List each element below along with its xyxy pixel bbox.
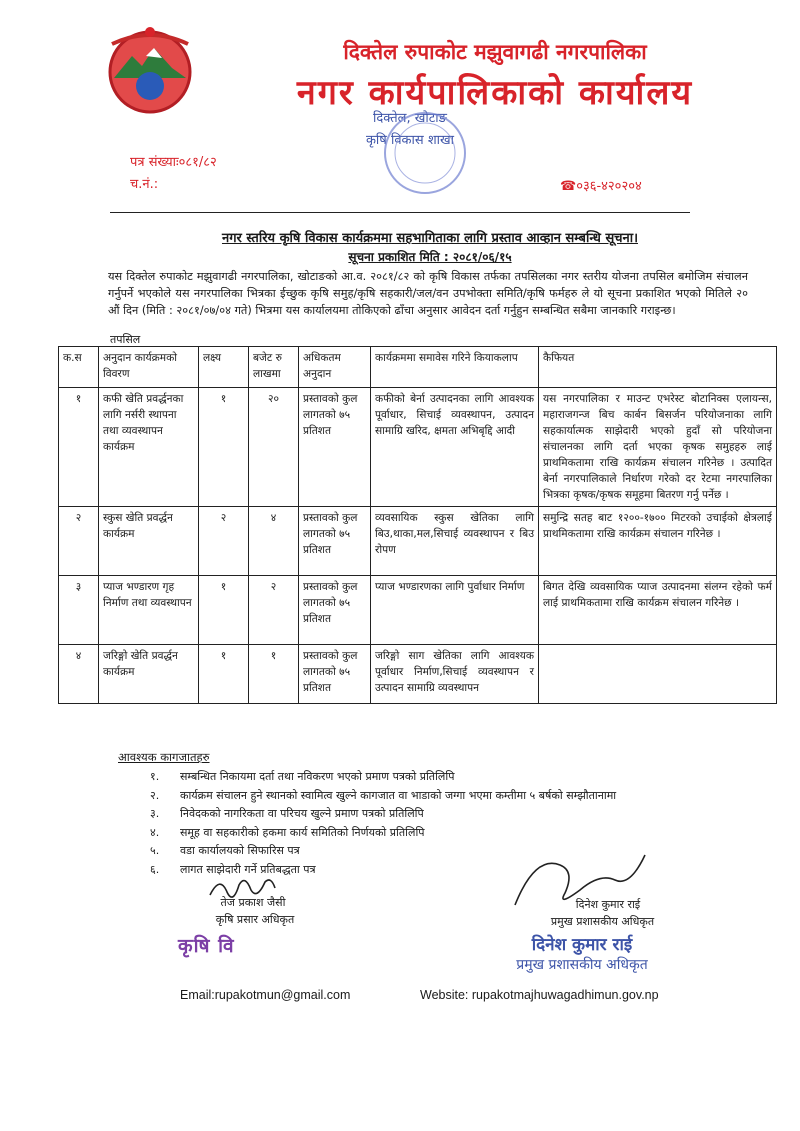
footer-email: Email:rupakotmun@gmail.com [180,988,351,1002]
list-item-text: कार्यक्रम संचालन हुने स्थानको स्वामित्व खुल्ने कागजात वा भाडाको जग्गा भएमा कम्तीमा ५ बर्षको सम्झौतानामा [180,788,617,802]
list-item-number: ५. [150,844,160,857]
cell-max-grant: प्रस्तावको कुल लागतको ७५ प्रतिशत [299,507,371,576]
col-header-sn: क.स [59,347,99,388]
cell-program: जरिङ्गो खेति प्रवर्द्धन कार्यक्रम [99,645,199,704]
cell-target: १ [199,576,249,645]
cell-sn: २ [59,507,99,576]
signatory-title-left: कृषि प्रसार अधिकृत [215,913,295,926]
office-seal-stamp [380,108,470,198]
list-item-text: सम्बन्धित निकायमा दर्ता तथा नविकरण भएको प्रमाण पत्रको प्रतिलिपि [180,770,455,783]
cell-sn: ३ [59,576,99,645]
nepal-emblem-logo [100,20,200,120]
list-item-number: १. [150,770,160,783]
dispatch-number: च.नं.: [130,177,159,192]
cell-activities: प्याज भण्डारणका लागि पुर्वाधार निर्माण [371,576,539,645]
stamp-right-name: दिनेश कुमार राई [531,935,633,955]
notice-intro: यस दिक्तेल रुपाकोट मझुवागढी नगरपालिका, खोटाङको आ.व. २०८१/८२ को कृषि विकास तर्फका तपसिलका नगर स्तरीय योजना तपसिल बमोजिम संचालन गर्नुपर्ने भएकोले यस नगरपालिका भित्रका ईच्छुक कृषि समुह/कृषि सहकारी/जल/वन उपभोक्ता समिति/कृषि फर्महरु ले यो सूचना प्रकाशित भएको मितिले २० औं दिन (मिति : २०८१/०७/०४ गते) भित्रमा यस कार्यालयमा तोकिएको ढाँचा अनुसार आवेदन दर्ता गर्नुहुन सम्बन्धित सबैमा जानकारि गराइन्छ। [108,270,748,317]
cell-budget: १ [249,645,299,704]
list-item [150,768,616,787]
list-item [150,787,616,806]
section-name: कृषि विकास शाखा [365,133,455,148]
cell-max-grant: प्रस्तावको कुल लागतको ७५ प्रतिशत [299,645,371,704]
signatory-name-left: तेज प्रकाश जैसी [220,896,286,909]
program-table [58,346,777,704]
cell-target: १ [199,645,249,704]
documents-heading: आवश्यक कागजातहरु [118,750,210,764]
col-header-target: लक्ष्य [199,347,249,388]
list-item-number: ४. [150,825,160,839]
letter-number: पत्र संख्याः०८१/८२ [130,155,217,170]
cell-remarks [539,645,777,704]
office-address: दिक्तेल, खोटाङ [373,111,447,126]
list-item-text: वडा कार्यालयको सिफारिस पत्र [180,844,300,857]
cell-program: प्याज भण्डारण गृह निर्माण तथा व्यवस्थापन [99,576,199,645]
cell-activities: जरिङ्गो साग खेतिका लागि आवश्यक पूर्वाधार निर्माण,सिचाई व्यवस्थापन र उत्पादन सामाग्रि व्यवस्थापन [371,645,539,704]
cell-target: १ [199,388,249,507]
appendix-label: तपसिल [110,333,141,346]
cell-budget: २ [249,576,299,645]
footer-website: Website: rupakotmajhuwagadhimun.gov.np [420,988,659,1002]
cell-sn: १ [59,388,99,507]
table-row [59,507,777,576]
cell-budget: ४ [249,507,299,576]
phone-number: ☎०३६-४२०२०४ [560,179,642,194]
cell-remarks: यस नगरपालिका र माउन्ट एभरेस्ट बोटानिक्स एलायन्स, महाराजगन्ज बिच कार्बन बिसर्जन परियोजनाका लागि सहकार्यात्मक साझेदारी भएको हुदाँ सो परियोजना संचालनका लागि दर्ता भएका कृषक समुहहरु लाई प्राथमिकतामा राखि कार्यक्रम संचालन गरिनेछ । उत्पादित बेर्ना नगरपालिकाले निर्धारण गरेको दर रेटमा नगरपालिका भित्रका कृषक/कृषक समूहमा बितरण गर्नु पर्नेछ । [539,388,777,507]
col-header-activities: कार्यक्रममा समावेस गरिने कियाकलाप [371,347,539,388]
list-item-number: ६. [150,862,160,876]
signatory-title-right: प्रमुख प्रशासकीय अधिकृत [550,915,655,928]
list-item-number: २. [150,788,160,802]
col-header-program: अनुदान कार्यक्रमको विवरण [99,347,199,388]
list-item-text: निवेदकको नागरिकता वा परिचय खुल्ने प्रमाण पत्रको प्रतिलिपि [180,807,424,820]
list-item [150,805,616,824]
cell-program: स्कुस खेति प्रवर्द्धन कार्यक्रम [99,507,199,576]
municipality-name: दिक्तेल रुपाकोट मझुवागढी नगरपालिका [343,40,647,64]
cell-target: २ [199,507,249,576]
cell-sn: ४ [59,645,99,704]
notice-title: नगर स्तरिय कृषि विकास कार्यक्रममा सहभागिताका लागि प्रस्ताव आव्हान सम्बन्धि सूचना। [221,231,638,246]
col-header-max-grant: अधिकतम अनुदान [299,347,371,388]
cell-max-grant: प्रस्तावको कुल लागतको ७५ प्रतिशत [299,576,371,645]
list-item-text: लागत साझेदारी गर्ने प्रतिबद्धता पत्र [180,862,316,876]
published-date: सूचना प्रकाशित मिति : २०८१/०६/१५ [348,250,512,264]
cell-activities: कफीको बेर्ना उत्पादनका लागि आवश्यक पूर्वाधार, सिचाई व्यवस्थापन, उत्पादन सामाग्रि खरिद, क्षमता अभिबृद्दि आदी [371,388,539,507]
office-name: नगर कार्यपालिकाको कार्यालय [296,73,694,113]
cell-activities: व्यवसायिक स्कुस खेतिका लागि बिउ,थाका,मल,सिचाई व्यवस्थापन र बिउ रोपण [371,507,539,576]
table-row [59,388,777,507]
cell-remarks: बिगत देखि व्यवसायिक प्याज उत्पादनमा संलग्न रहेको फर्म लाई प्राथमिकतामा राखि कार्यक्रम संचालन गरिनेछ । [539,576,777,645]
cell-max-grant: प्रस्तावको कुल लागतको ७५ प्रतिशत [299,388,371,507]
col-header-remarks: कैफियत [539,347,777,388]
col-header-budget: बजेट रु लाखमा [249,347,299,388]
stamp-left: कृषि वि [178,935,235,957]
signatory-name-right: दिनेश कुमार राई [575,898,641,911]
cell-remarks: समुन्द्रि सतह बाट १२००-१७०० मिटरको उचाईको क्षेत्रलाई प्राथमिकतामा राखि कार्यक्रम संचालन गरिनेछ । [539,507,777,576]
stamp-right-title: प्रमुख प्रशासकीय अधिकृत [516,957,648,973]
cell-budget: २० [249,388,299,507]
cell-program: कफी खेति प्रवर्द्धनका लागि नर्सरी स्थापना तथा व्यवस्थापन कार्यक्रम [99,388,199,507]
header-divider [110,212,690,213]
table-row [59,576,777,645]
table-row [59,645,777,704]
list-item-number: ३. [150,807,160,820]
list-item-text: समूह वा सहकारीको हकमा कार्य समितिको निर्णयको प्रतिलिपि [180,825,425,839]
table-header-row [59,347,777,388]
